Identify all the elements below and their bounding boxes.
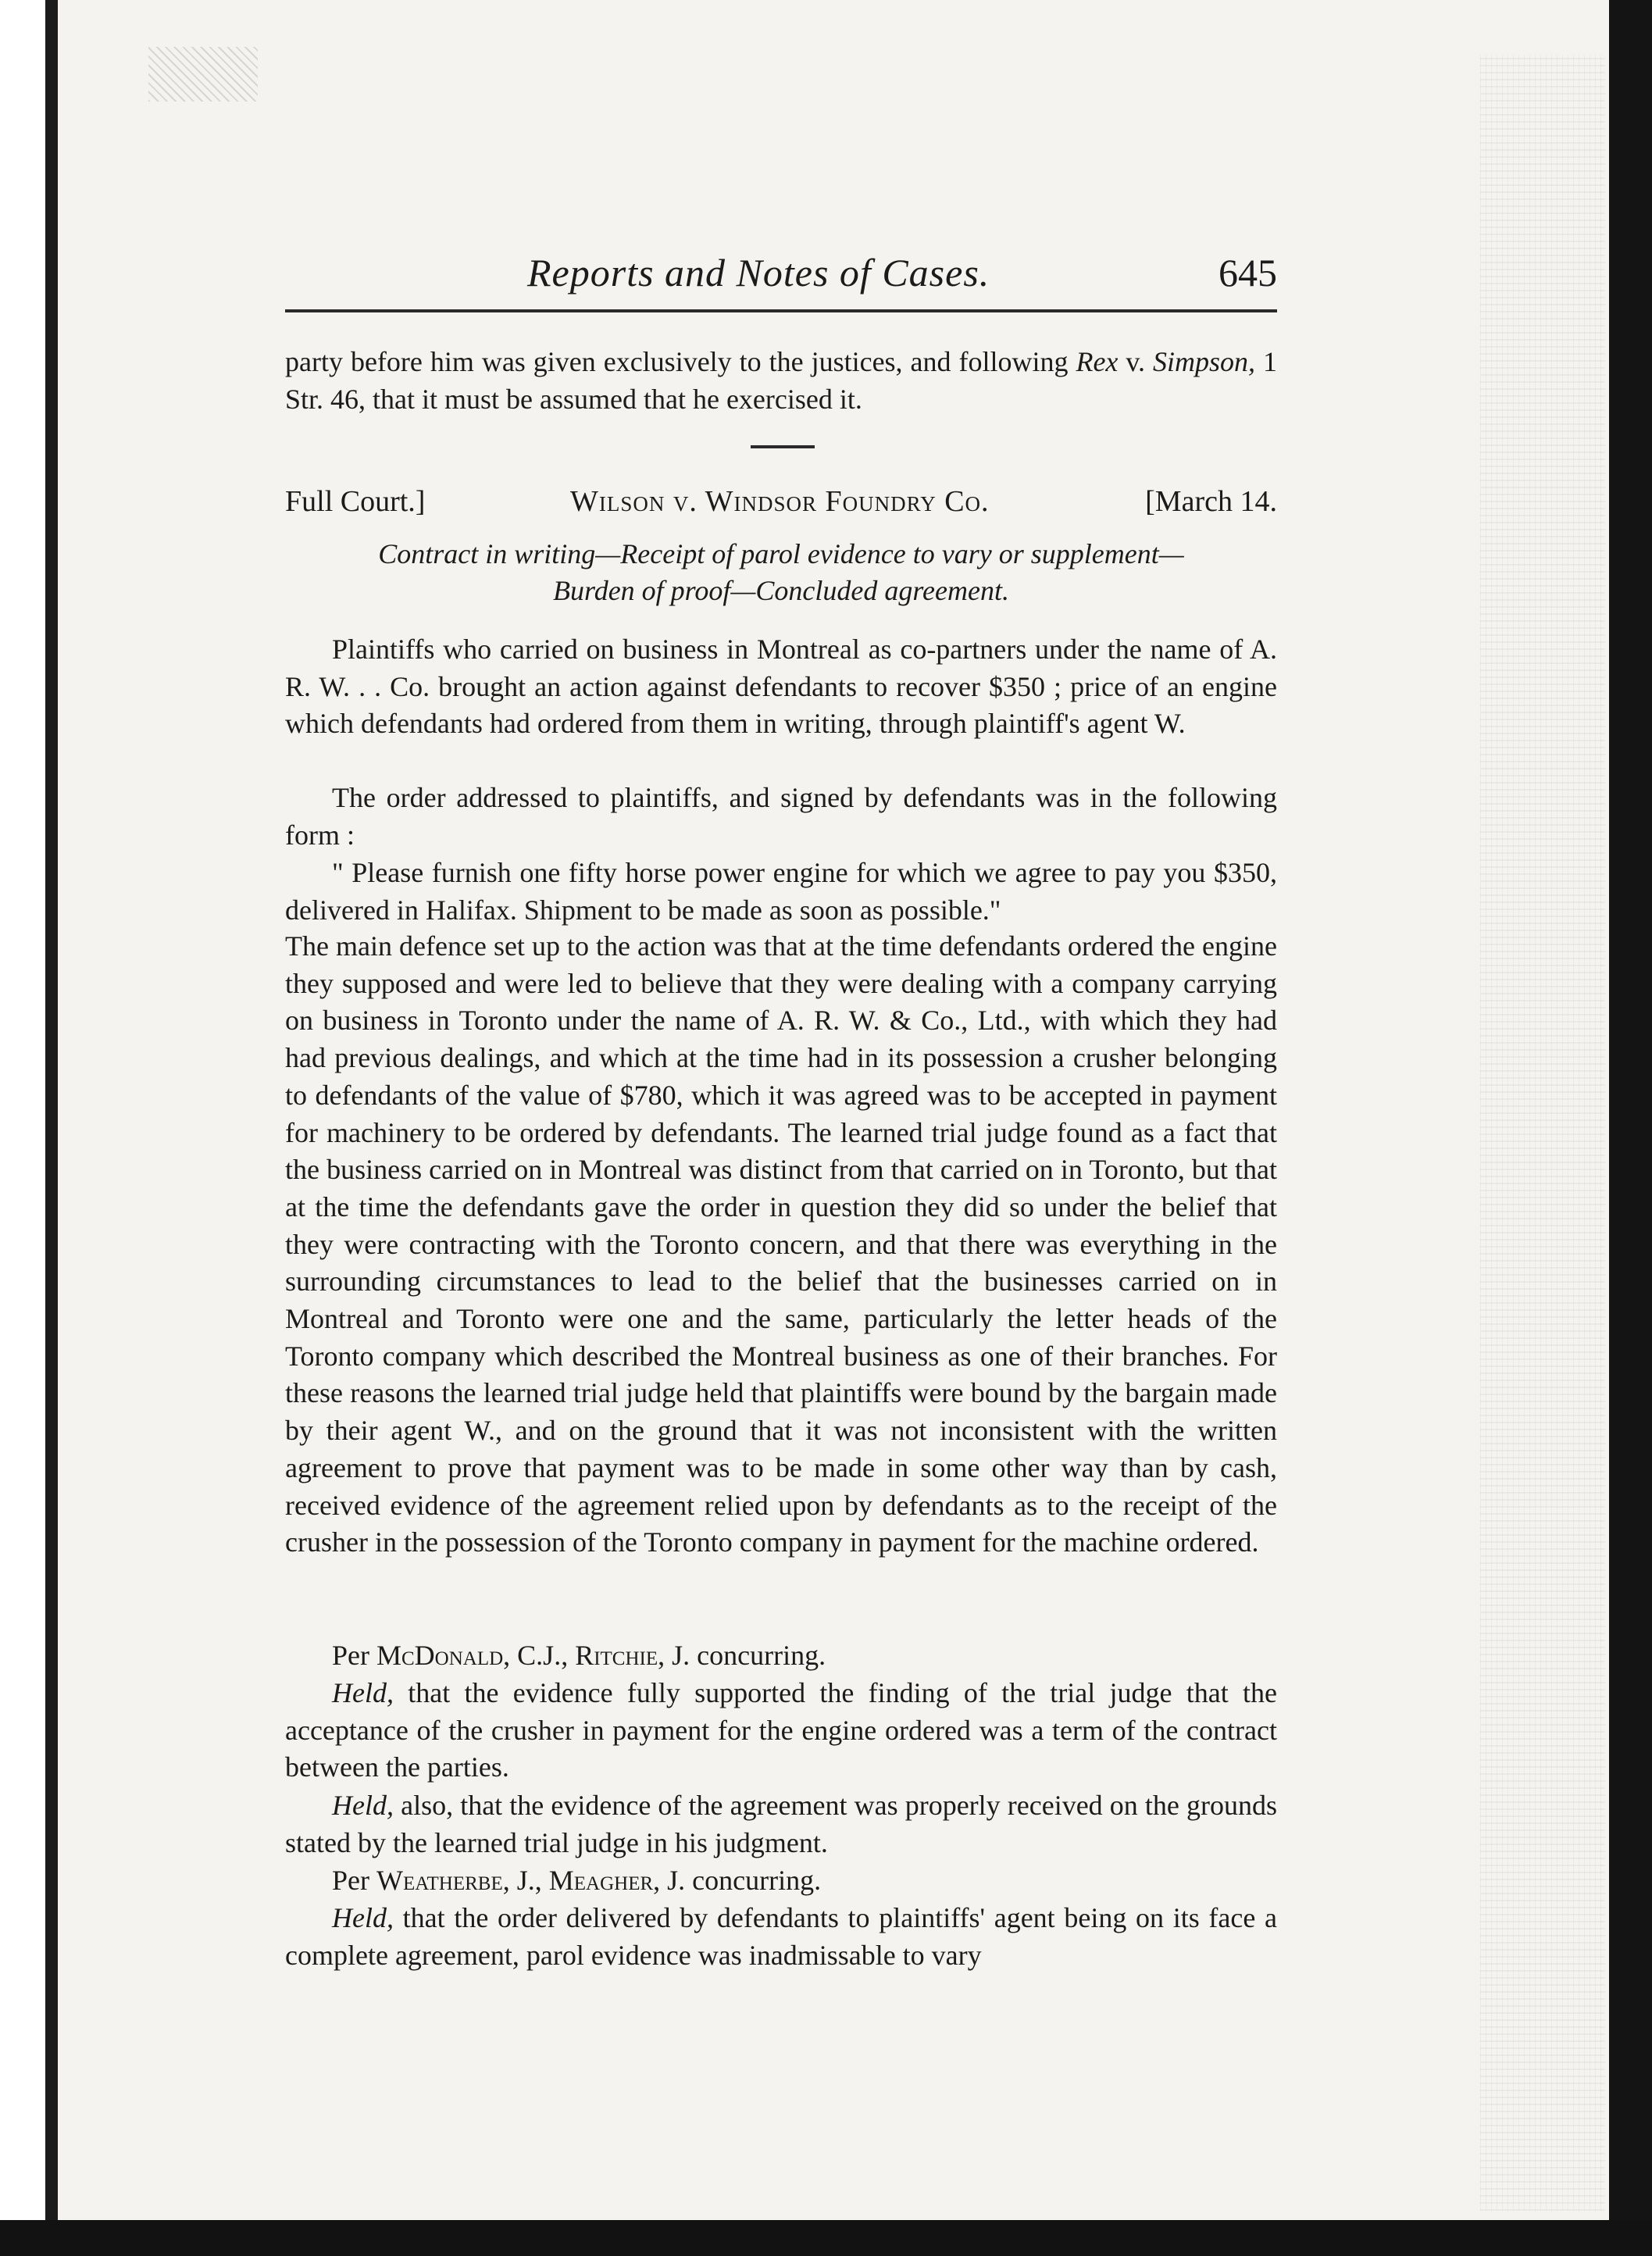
scan-border-bottom <box>0 2220 1652 2256</box>
concurrence-line <box>285 1637 1277 1675</box>
holding-text: that the evidence fully supported the finding of the trial judge that the acceptance of the crusher in payment for the engine ordered was a term of the contract between the parties. <box>285 1677 1277 1783</box>
intro-paragraph <box>285 344 1277 418</box>
body-paragraph: Plaintiffs who carried on business in Montreal as co-partners under the name of A. R. W. . . Co. brought an action against defendants to recover $350 ; price of an engine which defendants had ordered from them in writing, through plaintiff's agent W. <box>285 634 1277 740</box>
intro-text: 1 Str. 46, that it must be assumed that he exercised it. <box>285 346 1278 415</box>
running-head <box>285 250 1277 305</box>
case-court: Full Court.] <box>285 485 426 518</box>
held-label: Held, <box>332 1677 394 1708</box>
holding-paragraph <box>285 1675 1277 1787</box>
section-divider <box>751 445 815 448</box>
headnote-line: Burden of proof—Concluded agreement. <box>553 575 1009 606</box>
intro-text: v. <box>1118 346 1154 377</box>
holding-text: also, that the evidence of the agreement was properly received on the grounds stated by the learned trial judge in his judgment. <box>285 1790 1277 1858</box>
case-caption <box>285 484 1277 525</box>
page-number: 645 <box>1218 251 1277 294</box>
body-paragraph: The main defence set up to the action was that at the time defendants ordered the engine they supposed and were led to believe that they were dealing with a company carrying on business in Toronto under the name of A. R. W. & Co., Ltd., with which they had had previous dealings, and which at the time had in its possession a crusher belonging to defendants of the value of $780, which it was agreed was to be accepted in payment for machinery to be ordered by defendants. The learned trial judge found as a fact that the business carried on in Montreal was distinct from that carried on in Toronto, but that at the time the defendants gave the order in question they did so under the belief that they were contracting with the Toronto concern, and that there was everything in the surrounding circumstances to lead to the belief that the businesses carried on in Montreal and Toronto were one and the same, particularly the letter heads of the Toronto company which described the Montreal business as one of their branches. For these reasons the learned trial judge held that plaintiffs were bound by the bargain made by their agent W., and on the ground that it was not inconsistent with the written agreement to prove that payment was to be made in some other way than by cash, received evidence of the agreement relied upon by defendants as to the receipt of the crusher in the possession of the Toronto company in payment for the machine ordered. <box>285 930 1277 1558</box>
case-citation: Rex <box>1076 346 1119 377</box>
held-label: Held, <box>332 1790 394 1821</box>
scan-noise-top-left <box>148 47 258 102</box>
book-spine-shadow <box>45 0 58 2256</box>
header-rule <box>285 309 1277 312</box>
per-label: Per <box>332 1865 376 1896</box>
body-paragraph: The order addressed to plaintiffs, and signed by defendants was in the following form : <box>285 782 1277 851</box>
running-title: Reports and Notes of Cases. <box>527 251 990 294</box>
holding-paragraph <box>285 1900 1277 1974</box>
holding-paragraph <box>285 1787 1277 1862</box>
held-label: Held, <box>332 1902 394 1933</box>
scan-border-right <box>1609 0 1652 2256</box>
intro-text: party before him was given exclusively to the justices, and following <box>285 346 1076 377</box>
headnote-line: Contract in writing—Receipt of parol evidence to vary or supplement— <box>378 538 1184 569</box>
headnote <box>285 536 1277 609</box>
case-name: Wilson v. Windsor Foundry Co. <box>570 485 990 518</box>
scan-margin-left <box>0 0 47 2256</box>
case-date: [March 14. <box>1145 485 1277 518</box>
judge-names: McDonald, C.J., Ritchie, <box>376 1640 665 1671</box>
holding-text: that the order delivered by defendants to plaintiffs' agent being on its face a complete agreement, parol evidence was inadmissable to vary <box>285 1902 1277 1971</box>
judge-name: Weatherbe, <box>376 1865 510 1896</box>
judge-separator: J., <box>509 1865 549 1896</box>
judge-name: Meagher, <box>548 1865 661 1896</box>
case-citation: Simpson, <box>1153 346 1256 377</box>
concurrence-line <box>285 1862 1277 1900</box>
quoted-order: " Please furnish one fifty horse power engine for which we agree to pay you $350, delivered in Halifax. Shipment to be made as soon as possible." <box>285 857 1277 926</box>
scan-noise-right <box>1480 55 1605 2211</box>
per-label: Per <box>332 1640 376 1671</box>
concurring-label: J. concurring. <box>660 1865 822 1896</box>
concurring-label: J. concurring. <box>665 1640 826 1671</box>
